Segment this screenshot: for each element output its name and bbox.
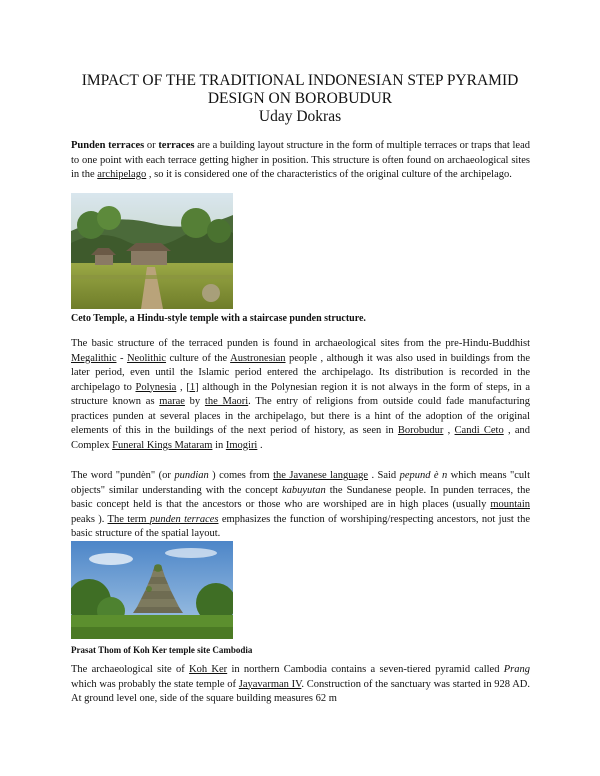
link-marae[interactable]: marae: [159, 396, 185, 407]
link-mountain[interactable]: mountain: [490, 499, 530, 510]
link-neolithic[interactable]: Neolithic: [126, 352, 167, 364]
title-line-2: DESIGN ON BOROBUDUR: [207, 90, 393, 107]
link-polynesia[interactable]: Polynesia: [135, 381, 177, 393]
link-imogiri[interactable]: Imogiri: [225, 439, 258, 451]
term-punden-terraces: Punden terraces: [71, 140, 145, 151]
caption-ceto-temple: Ceto Temple, a Hindu-style temple with a staircase punden structure.: [71, 313, 366, 324]
title-line-1: IMPACT OF THE TRADITIONAL INDONESIAN STEP PYRAMID: [81, 72, 519, 89]
link-the-term[interactable]: The term: [107, 513, 150, 525]
link-borobudur[interactable]: Borobudur: [397, 425, 444, 436]
document-title: [60, 72, 540, 126]
link-javanese-language[interactable]: the Javanese language: [273, 470, 369, 481]
paragraph-1: Punden terraces or terraces are a building layout structure in the form of multiple terraces or traps that lead to one point with each terrace getting higher in position. This structure is often found on archaeological sites in the archipelago , so it is considered one of the characteristics of the original culture of the archipelago.: [71, 140, 530, 180]
paragraph-2: The basic structure of the terraced punden is found in archaeological sites from the pre-Hindu-Buddhist Megalithic - Neolithic culture of the Austronesian people , although it was also used in buildings from the later period, even until the Islamic period entered the archipelago. Its distribution is recorded in the archipelago to Polynesia , [1] although in the Polynesian region it is not always in the form of steps, in a structure known as marae by the Maori. The entry of religions from outside could fade manufacturing practices punden at several places in the archipelago, but there is a hint of the adoption of the original elements of this in the buildings of the next period of history, as seen in Borobudur , Candi Ceto , and Complex Funeral Kings Mataram in Imogiri .: [71, 338, 531, 451]
term-terraces: terraces: [158, 140, 195, 151]
ceto-temple-photo: [71, 193, 233, 309]
link-austronesian[interactable]: Austronesian: [230, 352, 286, 364]
caption-koh-ker: Prasat Thom of Koh Ker temple site Cambodia: [71, 645, 253, 655]
link-koh-ker[interactable]: Koh Ker: [189, 664, 228, 675]
link-jayavarman-iv[interactable]: Jayavarman IV: [238, 678, 302, 690]
link-footnote-1[interactable]: [1]: [186, 381, 199, 393]
koh-ker-photo: [71, 541, 233, 639]
paragraph-4: The archaeological site of Koh Ker in northern Cambodia contains a seven-tiered pyramid called Prang which was probably the state temple of Jayavarman IV. Construction of the sanctuary was started in 928 AD. At ground level one, side of the square building measures 62 m: [71, 664, 530, 704]
link-archipelago[interactable]: archipelago: [97, 169, 147, 180]
paragraph-3: The word "pundèn" (or pundian ) comes from the Javanese language . Said pepund è n which means "cult objects" similar understanding with the concept kabuyutan the Sundanese people. In punden terraces, the basic concept held is that the ancestors or those who are worshiped are in high places (usually mountain peaks ). The term punden terraces emphasizes the function of worshiping/respecting ancestors, not just the basic structure of the spatial layout.: [71, 470, 531, 539]
link-candi-ceto[interactable]: Candi Ceto: [454, 425, 504, 436]
link-megalithic[interactable]: Megalithic: [71, 352, 117, 364]
link-the-maori[interactable]: the Maori: [204, 396, 249, 407]
link-punden-terraces[interactable]: punden terraces: [149, 513, 219, 525]
author: Uday Dokras: [258, 108, 342, 125]
link-funeral-kings-mataram[interactable]: Funeral Kings Mataram: [112, 439, 213, 451]
